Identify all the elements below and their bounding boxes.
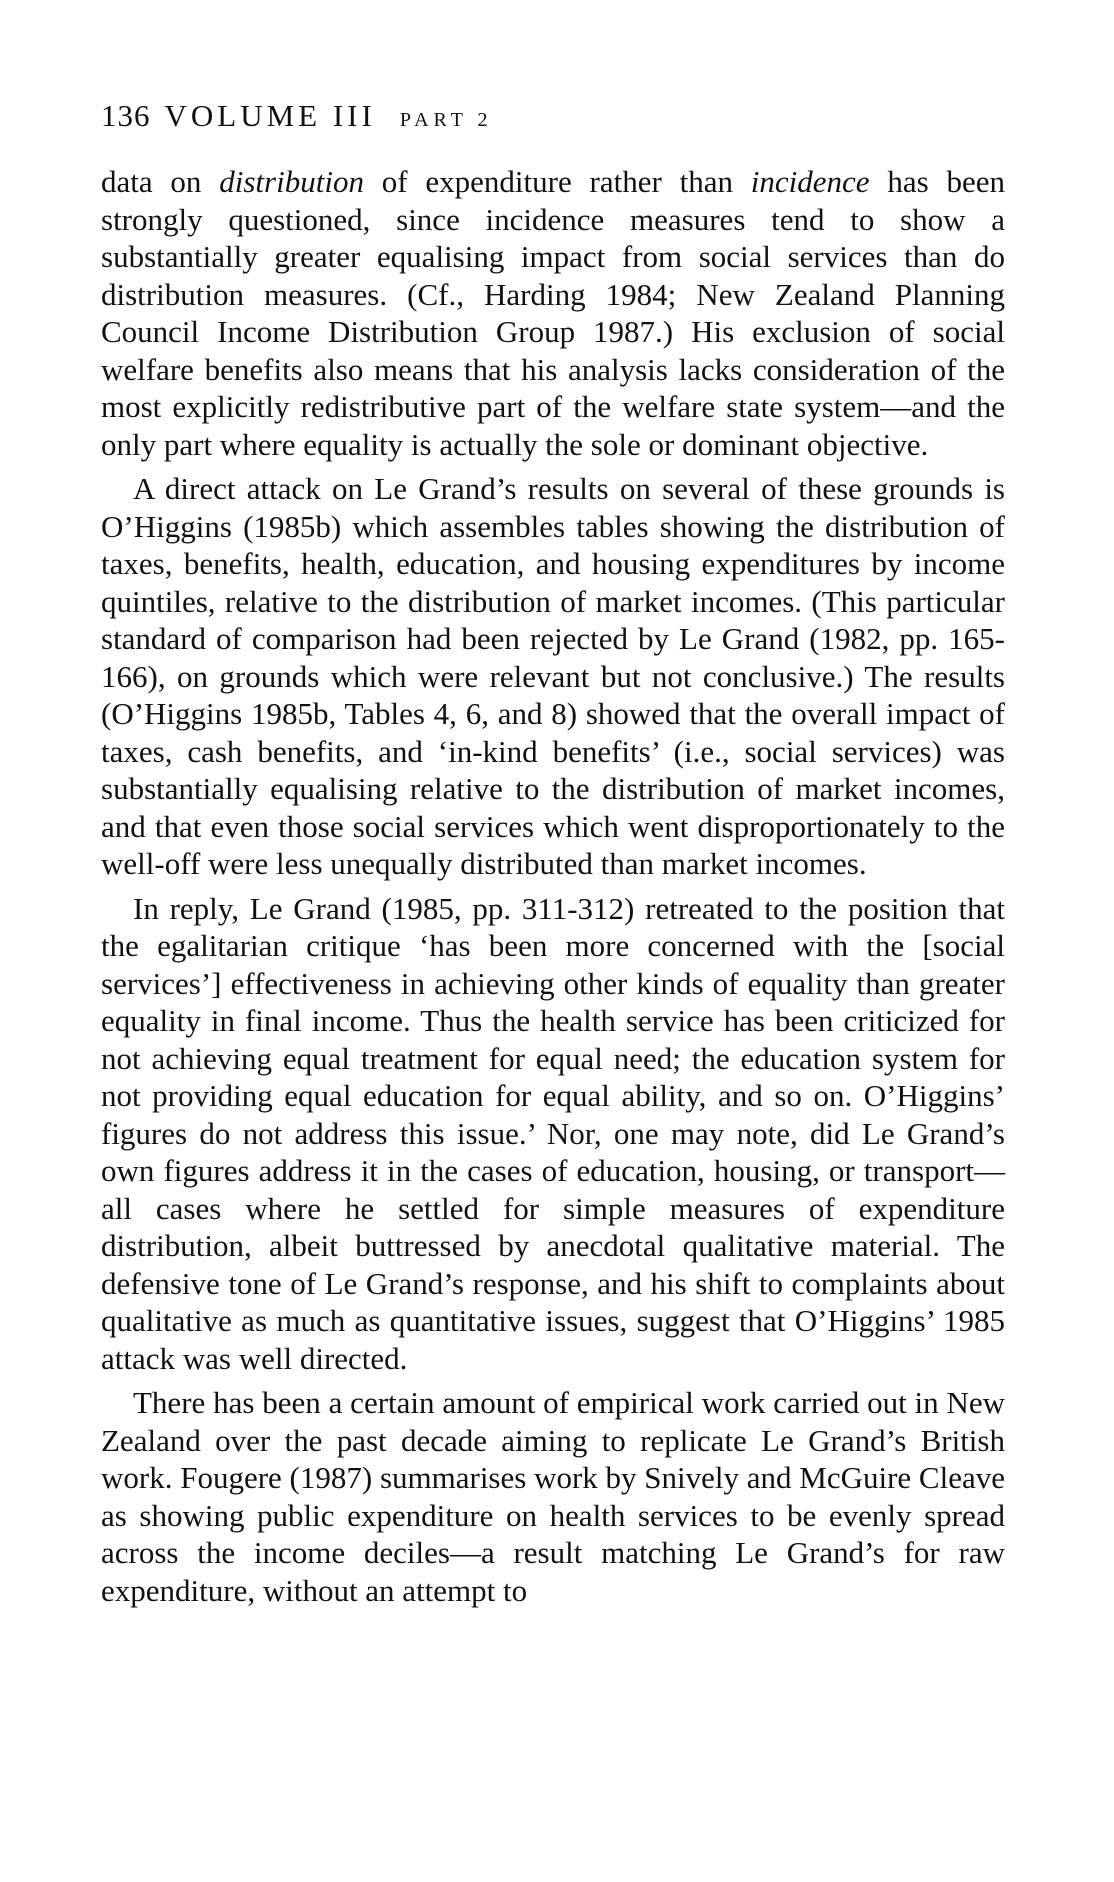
emphasis-distribution: distribution — [219, 164, 364, 199]
paragraph-2: A direct attack on Le Grand’s results on several of these grounds is O’Higgins (1985b) which assembles tables showing the distribution of taxes, benefits, health, education, and housing expenditures by income quintiles, relative to the distribution of market incomes. (This particular standard of comparison had been rejected by Le Grand (1982, pp. 165-166), on grounds which were relevant but not conclusive.) The results (O’Higgins 1985b, Tables 4, 6, and 8) showed that the overall impact of taxes, cash benefits, and ‘in-kind benefits’ (i.e., social services) was substantially equalising relative to the distribution of market incomes, and that even those social services which went disproportionately to the well-off were less unequally distributed than market incomes. — [101, 471, 1005, 881]
paragraph-3: In reply, Le Grand (1985, pp. 311-312) retreated to the position that the egalitarian critique ‘has been more concerned with the [social services’] effectiveness in achieving other kinds of equality than greater equality in final income. Thus the health service has been criticized for not achieving equal treatment for equal need; the education system for not providing equal education for equal ability, and so on. O’Higgins’ figures do not address this issue.’ Nor, one may note, did Le Grand’s own figures address it in the cases of education, housing, or transport—all cases where he settled for simple measures of expenditure distribution, albeit buttressed by anecdotal qualitative material. The defensive tone of Le Grand’s response, and his shift to complaints about qualitative as much as quantitative issues, suggest that O’Higgins’ 1985 attack was well directed. — [101, 890, 1005, 1376]
page-number: 136 — [101, 98, 151, 133]
body-text — [101, 163, 1005, 1616]
paragraph-1 — [101, 163, 1005, 463]
running-head — [101, 98, 493, 134]
paragraph-1-text-a: data on — [101, 164, 220, 199]
paragraph-4: There has been a certain amount of empirical work carried out in New Zealand over the past decade aiming to replicate Le Grand’s British work. Fougere (1987) summarises work by Snively and McGuire Cleave as showing public expenditure on health services to be evenly spread across the income deciles—a result matching Le Grand’s for raw expenditure, without an attempt to — [101, 1385, 1005, 1608]
part-label: PART 2 — [399, 109, 493, 131]
volume-label: VOLUME III — [164, 98, 376, 133]
paragraph-1-text-b: of expenditure rather than — [363, 164, 751, 199]
paragraph-1-text-c: has been strongly questioned, since incidence measures tend to show a substantially greater equalising impact from social services than do distribution measures. (Cf., Harding 1984; New Zealand Planning Council Income Distribution Group 1987.) His exclusion of social welfare benefits also means that his analysis lacks consideration of the most explicitly redistributive part of the welfare state system—and the only part where equality is actually the sole or dominant objective. — [101, 164, 1005, 462]
emphasis-incidence: incidence — [750, 164, 870, 199]
